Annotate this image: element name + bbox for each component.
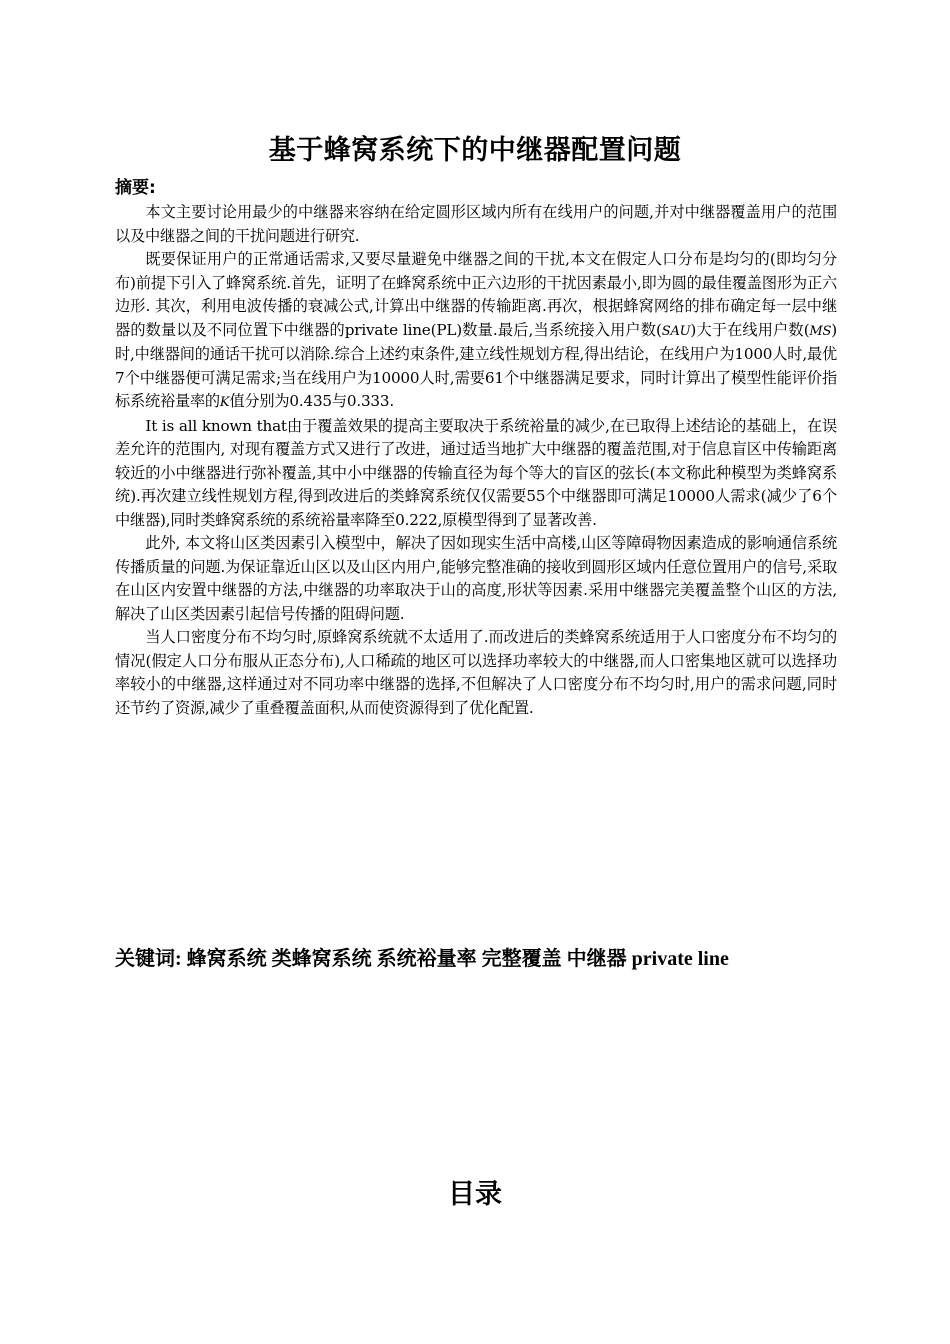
abstract-label: 摘要: [115, 178, 156, 198]
symbol-ms: MS [809, 323, 832, 339]
paragraph-2-text-c: )时,中继器间的通话干扰可以消除.综合上述约束条件,建立线性规划方程,得出结论，在线用户为1000人时,最优 7个中继器便可满足需求;当在线用户为10000人时,需要61个中继器满足要求，同时计算出了模型性能评价指标系统裕量率的 [115, 320, 837, 410]
paragraph-2-text-a: 既要保证用户的正常通话需求,又要尽量避免中继器之间的干扰,本文在假定人口分布是均匀的(即均匀分布)前提下引入了蜂窝系统.首先，证明了在蜂窝系统中正六边形的干扰因素最小,即为圆的最佳覆盖图形为正六边形. 其次，利用电波传播的衰减公式,计算出中继器的传输距离.再次，根据蜂窝网络的排布确定每一层中继器的数量以及不同位置下中继器的private line(PL)数量.最后,当系统接入用户数( [115, 250, 837, 339]
symbol-sau: SAU [661, 323, 691, 339]
paragraph-2-text-b: )大于在线用户数( [690, 320, 810, 339]
abstract-paragraph-3: It is all known that由于覆盖效果的提高主要取决于系统裕量的减少,在已取得上述结论的基础上，在误差允许的范围内, 对现有覆盖方式又进行了改进，通过适当地扩大中继器的覆盖范围,对于信息盲区中传输距离较近的小中继器进行弥补覆盖,其中小中继器的传输直径为每个等大的盲区的弦长(本文称此种模型为类蜂窝系统).再次建立线性规划方程,得到改进后的类蜂窝系统仅仅需要55个中继器即可满足10000人需求(减少了6个中继器),同时类蜂窝系统的系统裕量率降至0.222,原模型得到了显著改善. [115, 416, 837, 529]
abstract-body [115, 201, 837, 720]
abstract-paragraph-2 [115, 248, 837, 415]
paper-title: 基于蜂窝系统下的中继器配置问题 [268, 135, 682, 166]
abstract-paragraph-4: 此外, 本文将山区类因素引入模型中，解决了因如现实生活中高楼,山区等障碍物因素造成的影响通信系统传播质量的问题.为保证靠近山区以及山区内用户,能够完整准确的接收到圆形区域内任意位置用户的信号,采取在山区内安置中继器的方法,中继器的功率取决于山的高度,形状等因素.采用中继器完美覆盖整个山区的方法,解决了山区类因素引起信号传播的阻碍问题. [115, 534, 837, 623]
abstract-paragraph-1: 本文主要讨论用最少的中继器来容纳在给定圆形区域内所有在线用户的问题,并对中继器覆盖用户的范围以及中继器之间的干扰问题进行研究. [115, 203, 837, 245]
keywords-line: 关键词: 蜂窝系统 类蜂窝系统 系统裕量率 完整覆盖 中继器 private line [115, 948, 729, 970]
symbol-k: K [219, 395, 230, 410]
table-of-contents-heading: 目录 [448, 1179, 502, 1210]
paragraph-2-text-d: 值分别为0.435与0.333. [229, 392, 394, 410]
abstract-paragraph-5: 当人口密度分布不均匀时,原蜂窝系统就不太适用了.而改进后的类蜂窝系统适用于人口密度分布不均匀的情况(假定人口分布服从正态分布),人口稀疏的地区可以选择功率较大的中继器,而人口密集地区就可以选择功率较小的中继器,这样通过对不同功率中继器的选择,不但解决了人口密度分布不均匀时,用户的需求问题,同时还节约了资源,减少了重叠覆盖面积,从而使资源得到了优化配置. [115, 628, 837, 717]
